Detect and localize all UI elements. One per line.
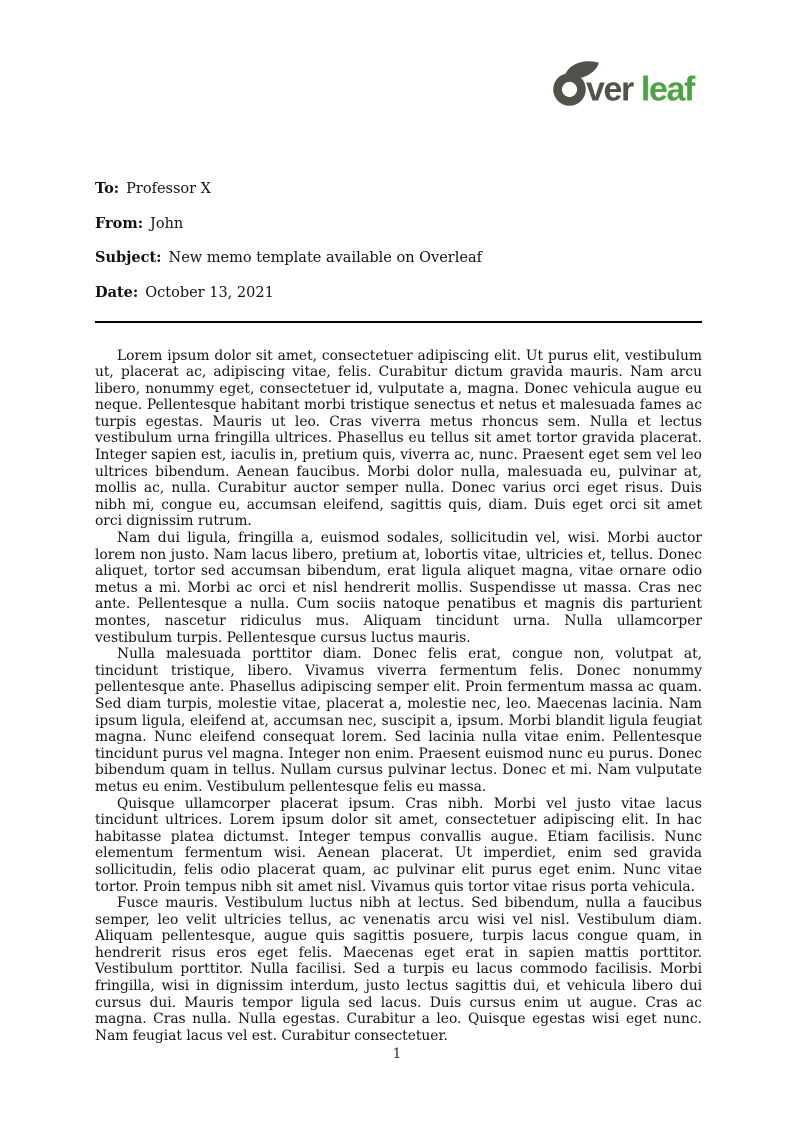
field-to [95, 180, 702, 198]
field-subject-label: Subject: [95, 249, 162, 266]
body-paragraph-2: Nam dui ligula, fringilla a, euismod sodales, sollicitudin vel, wisi. Morbi auctor lorem non justo. Nam lacus libero, pretium at, lobortis vitae, ultricies et, tellus. Donec aliquet, tortor sed accumsan bibendum, erat ligula aliquet magna, vitae ornare odio metus a mi. Morbi ac orci et nisl hendrerit mollis. Suspendisse ut massa. Cras nec ante. Pellentesque a nulla. Cum sociis natoque penatibus et magnis dis parturient montes, nascetur ridiculus mus. Aliquam tincidunt urna. Nulla ullamcorper vestibulum turpis. Pellentesque cursus luctus mauris. [95, 530, 702, 646]
memo-content [95, 180, 702, 1044]
field-from [95, 215, 702, 233]
body-paragraph-4: Quisque ullamcorper placerat ipsum. Cras nibh. Morbi vel justo vitae lacus tincidunt ultrices. Lorem ipsum dolor sit amet, consectetuer adipiscing elit. In hac habitasse platea dictumst. Integer tempus convallis augue. Etiam facilisis. Nunc elementum fermentum wisi. Aenean placerat. Ut imperdiet, enim sed gravida sollicitudin, felis odio placerat quam, ac pulvinar elit purus eget enim. Nunc vitae tortor. Proin tempus nibh sit amet nisl. Vivamus quis tortor vitae risus porta vehicula. [95, 795, 702, 895]
field-subject [95, 249, 702, 267]
header-divider-rule [95, 321, 702, 323]
memo-body [95, 348, 702, 1045]
page-number: 1 [392, 1046, 402, 1062]
field-from-value: John [150, 215, 184, 232]
field-to-value: Professor X [126, 181, 211, 197]
field-date-value: October 13, 2021 [145, 284, 274, 301]
field-to-label: To: [95, 180, 120, 197]
field-subject-value: New memo template available on Overleaf [168, 250, 482, 266]
overleaf-logo [553, 59, 709, 107]
wordmark-dark-part: ver [586, 70, 633, 107]
wordmark-green-part: leaf [640, 70, 694, 107]
field-from-label: From: [95, 214, 144, 232]
body-paragraph-3: Nulla malesuada porttitor diam. Donec felis erat, congue non, volutpat at, tincidunt tristique, libero. Vivamus viverra fermentum felis. Donec nonummy pellentesque ante. Phasellus adipiscing semper elit. Proin fermentum massa ac quam. Sed diam turpis, molestie vitae, placerat a, molestie nec, leo. Maecenas lacinia. Nam ipsum ligula, eleifend at, accumsan nec, suscipit a, ipsum. Morbi blandit ligula feugiat magna. Nunc eleifend consequat lorem. Sed lacinia nulla vitae enim. Pellentesque tincidunt purus vel magna. Integer non enim. Praesent euismod nunc eu purus. Donec bibendum quam in tellus. Nullam cursus pulvinar lectus. Donec et mi. Nam vulputate metus eu enim. Vestibulum pellentesque felis eu massa. [95, 646, 702, 795]
body-paragraph-1: Lorem ipsum dolor sit amet, consectetuer adipiscing elit. Ut purus elit, vestibulum ut, placerat ac, adipiscing vitae, felis. Curabitur dictum gravida mauris. Nam arcu libero, nonummy eget, consectetuer id, vulputate a, magna. Donec vehicula augue eu neque. Pellentesque habitant morbi tristique senectus et netus et malesuada fames ac turpis egestas. Mauris ut leo. Cras viverra metus rhoncus sem. Nulla et lectus vestibulum urna fringilla ultrices. Phasellus eu tellus sit amet tortor gravida placerat. Integer sapien est, iaculis in, pretium quis, viverra ac, nunc. Praesent eget sem vel leo ultrices bibendum. Aenean faucibus. Morbi dolor nulla, malesuada eu, pulvinar at, mollis ac, nulla. Curabitur auctor semper nulla. Donec varius orci eget risus. Duis nibh mi, congue eu, accumsan eleifend, sagittis quis, diam. Duis eget orci sit amet orci dignissim rutrum. [95, 347, 702, 530]
body-paragraph-5: Fusce mauris. Vestibulum luctus nibh at lectus. Sed bibendum, nulla a faucibus semper, leo velit ultricies tellus, ac venenatis arcu wisi vel nisl. Vestibulum diam. Aliquam pellentesque, augue quis sagittis posuere, turpis lacus congue quam, in hendrerit risus eros eget felis. Maecenas eget erat in sapien mattis porttitor. Vestibulum porttitor. Nulla facilisi. Sed a turpis eu lacus commodo facilisis. Morbi fringilla, wisi in dignissim interdum, justo lectus sagittis dui, et vehicula libero dui cursus dui. Mauris tempor ligula sed lacus. Duis cursus enim ut augue. Cras ac magna. Cras nulla. Nulla egestas. Curabitur a leo. Quisque egestas wisi eget nunc. Nam feugiat lacus vel est. Curabitur consectetuer. [95, 895, 702, 1044]
overleaf-wordmark-text [586, 70, 696, 107]
overleaf-wordmark [553, 59, 709, 107]
memo-header [95, 180, 702, 302]
field-date-label: Date: [95, 283, 139, 301]
field-date [95, 284, 702, 302]
